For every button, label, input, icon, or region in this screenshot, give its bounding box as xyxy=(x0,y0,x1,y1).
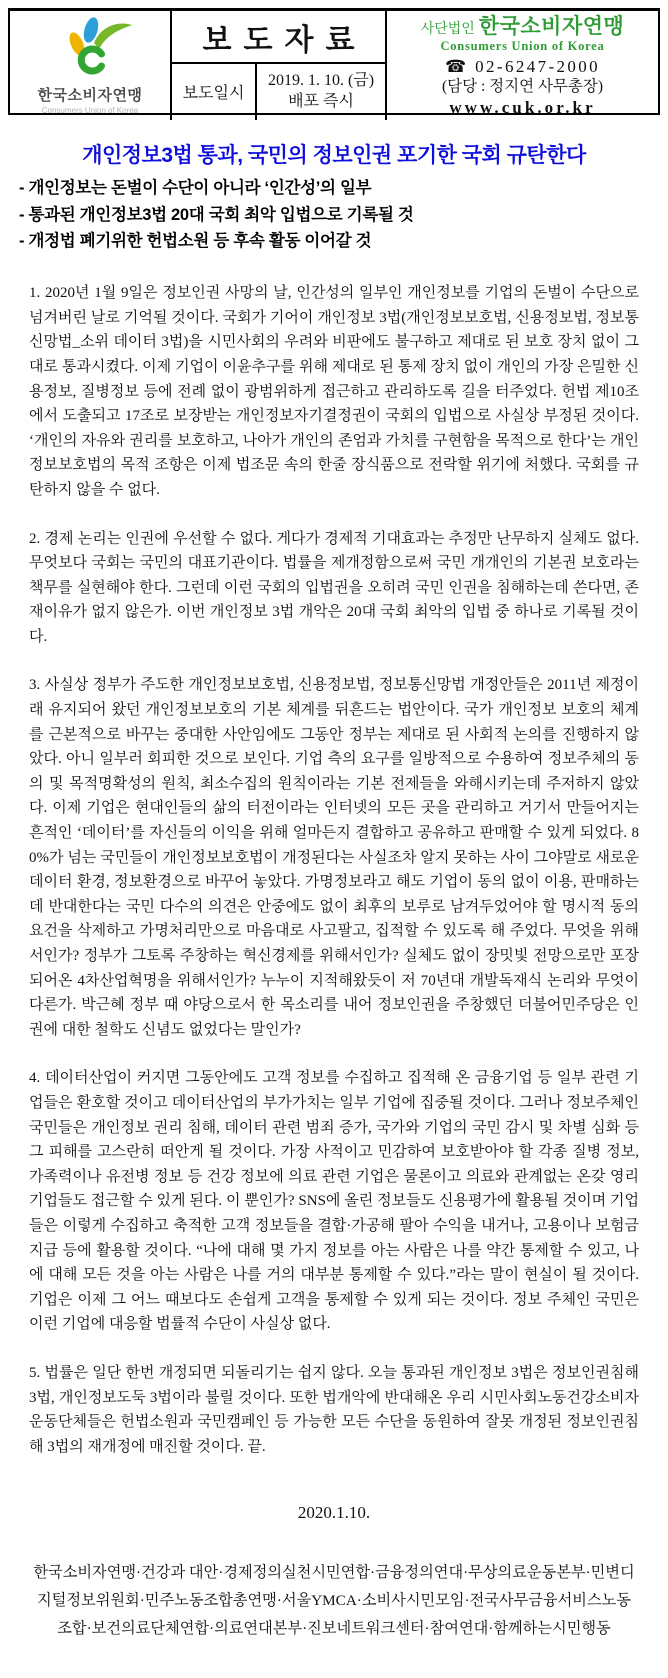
paragraph-2: 2. 경제 논리는 인권에 우선할 수 없다. 게다가 경제적 기대효과는 추정만 난무하지 실체도 없다. 무엇보다 국회는 국민의 대표기관이다. 법률을 제개정함으로써 국민 개개인의 기본권 보호라는 책무를 실현해야 한다. 그런데 이런 국회의 입법권을 오히려 국민 인권을 침해하는데 쓴다면, 존재이유가 없지 않은가. 이번 개인정보 3법 개악은 20대 국회 최악의 입법 중 하나로 기록될 것이다. xyxy=(29,530,639,645)
org-name-line xyxy=(421,13,625,39)
document-date: 2020.1.10. xyxy=(297,1503,371,1523)
logo-org-name: 한국소비자연맹 xyxy=(37,86,143,104)
paragraph-4: 4. 데이터산업이 커지면 그동안에도 고객 정보를 수집하고 집적해 온 금융기업 등 일부 관련 기업들은 환호할 것이고 데이터산업의 부가가치는 일부 기업에 집중될 것이다. 그러나 정보주체인 국민들은 개인정보 권리 침해, 데이터 관련 범죄 증가, 국가와 기업의 국민 감시 및 차별 심화 등 그 피해를 고스란히 떠안게 될 것이다. 가장 사적이고 민감하여 보호받아야 할 각종 질병 정보, 가족력이나 유전병 정보 등 건강 정보에 의료 관련 기업은 물론이고 의료와 관계없는 온갖 영리기업들도 접근할 수 있게 된다. 이 뿐인가? SNS에 올린 정보들도 신용평가에 활용될 것이며 기업들은 이렇게 수집하고 축적한 고객 정보들을 결합·가공해 팔아 수익을 내거나, 고용이나 보험금 지급 등에 활용할 것이다. “나에 대해 몇 가지 정보를 아는 사람은 나를 약간 통제할 수 있고, 나에 대해 모든 것을 아는 사람은 나를 거의 대부분 통제할 수 있다.”라는 말이 현실이 될 것이다. 기업은 이제 그 어느 때보다도 손쉽게 고객을 통제할 수 있게 되는 것이다. 정보 주체인 국민은 이런 기업에 대응할 법률적 수단이 사실상 없다. xyxy=(29,1070,639,1333)
signatory-organizations: 한국소비자연맹·건강과 대안·경제정의실천시민연합·금융정의연대·무상의료운동본부·민변디지털정보위원회·민주노동조합총연맹·서울YMCA·소비사시민모임·전국사무금융서비스노동조합·보건의료단체연합·의료연대본부·진보네트워크센터·참여연대·함께하는시민행동 xyxy=(33,1564,635,1638)
org-name-en: Consumers Union of Korea xyxy=(440,39,605,54)
header-middle-cell xyxy=(172,11,387,120)
cuk-logo-icon xyxy=(42,16,138,83)
org-phone-number: 02-6247-2000 xyxy=(475,56,601,76)
logo-cell xyxy=(10,11,172,120)
release-row xyxy=(172,64,385,120)
release-date-label: 보도일시 xyxy=(172,64,257,120)
press-release-document xyxy=(0,8,668,1643)
headline-subpoints xyxy=(19,175,639,255)
phone-icon: ☎ xyxy=(444,56,469,76)
release-date-value xyxy=(257,64,385,120)
paragraph-3: 3. 사실상 정부가 주도한 개인정보보호법, 신용정보법, 정보통신망법 개정안들은 2011년 제정이래 유지되어 왔던 개인정보보호의 기본 체계를 뒤흔드는 법안이다. 국가 개인정보 보호의 체계를 근본적으로 바꾸는 중대한 사안임에도 그동안 정부는 제대로 된 사회적 논의를 진행하지 않았다. 아니 일부러 회피한 것으로 보인다. 기업 측의 요구를 일방적으로 수용하여 정보주체의 동의 및 목적명확성의 원칙, 최소수집의 원칙이라는 기본 전제들을 와해시키는데 주저하지 않았다. 이제 기업은 현대인들의 삶의 터전이라는 인터넷의 모든 곳을 관리하고 거기서 만들어지는 흔적인 ‘데이터’를 자신들의 이익을 위해 얼마든지 결합하고 공유하고 판매할 수 있게 되었다. 80%가 넘는 국민들이 개인정보보호법이 개정된다는 사실조차 알지 못하는 사이 그야말로 새로운 데이터 환경, 정보환경으로 바꾸어 놓았다. 가명정보라고 해도 기업이 동의 없이 이용, 판매하는데 반대한다는 국민 다수의 의견은 안중에도 없이 최후의 보루로 남겨두었어야 할 명시적 동의 요건을 삭제하고 가명처리만으로 마음대로 사고팔고, 집적할 수 있도록 해 주었다. 무엇을 위해서인가? 정부가 그토록 주창하는 혁신경제를 위해서인가? 실체도 없이 장밋빛 전망으로만 포장되어온 4차산업혁명을 위해서인가? 누누이 지적해왔듯이 저 70년대 개발독재식 논리와 무엇이 다른가. 박근혜 정부 때 야당으로서 한 목소리를 내어 정보인권을 주창했던 더불어민주당은 인권에 대한 철학도 신념도 없었다는 말인가? xyxy=(29,677,639,1038)
header-table xyxy=(8,8,660,115)
document-body xyxy=(0,139,668,1643)
logo-org-name-en: Consumers Union of Korea xyxy=(41,105,139,115)
subpoint-item: - 개정법 폐기위한 헌법소원 등 후속 활동 이어갈 것 xyxy=(19,232,372,251)
org-name: 한국소비자연맹 xyxy=(478,14,625,38)
org-phone-line xyxy=(445,56,600,77)
org-info-cell xyxy=(387,11,658,120)
body-paragraphs xyxy=(29,281,639,1459)
subpoint-item: - 통과된 개인정보3법 20대 국회 최악 입법으로 기록될 것 xyxy=(19,205,414,224)
headline: 개인정보3법 통과, 국민의 정보인권 포기한 국회 규탄한다 xyxy=(82,144,586,167)
paragraph-5: 5. 법률은 일단 한번 개정되면 되돌리기는 쉽지 않다. 오늘 통과된 개인정보 3법은 정보인권침해 3법, 개인정보도둑 3법이라 불릴 것이다. 또한 법개악에 반대해온 우리 시민사회노동건강소비자운동단체들은 헌법소원과 국민캠페인 등 가능한 모든 수단을 동원하여 잘못 개정된 정보인권침해 3법의 재개정에 매진할 것이다. 끝. xyxy=(29,1364,639,1455)
document-type-title: 보도자료 xyxy=(172,11,385,64)
release-mode: 배포 즉시 xyxy=(288,92,354,110)
paragraph-1: 1. 2020년 1월 9일은 정보인권 사망의 날, 인간성의 일부인 개인정보를 기업의 돈벌이 수단으로 넘겨버린 날로 기억될 것이다. 국회가 기어이 개인정보 3법(개인정보보호법, 신용정보법, 정보통신망법_소위 데이터 3법)을 시민사회의 우려와 비판에도 불구하고 제대로 된 보호 장치 없이 그대로 통과시켰다. 이제 기업이 이윤추구를 위해 제대로 된 통제 장치 없이 개인의 가장 은밀한 신용정보, 질병정보 등에 전례 없이 광범위하게 접근하고 관리하도록 길을 터주었다. 헌법 제10조에서 도출되고 17조로 보장받는 개인정보자기결정권이 국회의 입법으로 사실상 부정된 것이다. ‘개인의 자유와 권리를 보호하고, 나아가 개인의 존엄과 가치를 구현함을 목적으로 한다’는 개인정보보호법의 목적 조항은 이제 법조문 속의 한줄 장식품으로 전락할 위기에 처했다. 국회를 규탄하지 않을 수 없다. xyxy=(29,285,639,498)
org-type-label: 사단법인 xyxy=(420,22,475,37)
subpoint-item: - 개인정보는 돈벌이 수단이 아니라 ‘인간성’의 일부 xyxy=(19,179,372,197)
org-contact: (담당 : 정지연 사무총장) xyxy=(441,78,603,96)
org-website-link[interactable]: www.cuk.or.kr xyxy=(449,97,596,117)
release-date: 2019. 1. 10. (금) xyxy=(267,72,375,90)
